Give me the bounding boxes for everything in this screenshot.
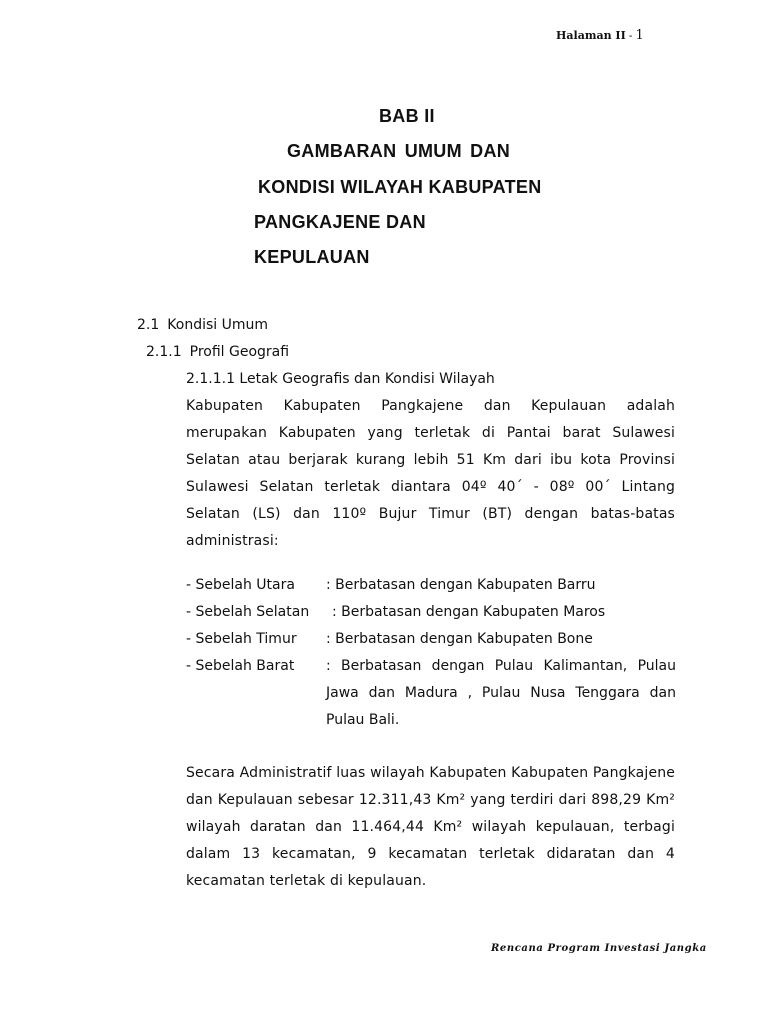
boundaries-list bbox=[186, 572, 676, 734]
page-number-header bbox=[556, 28, 644, 43]
boundary-row-east bbox=[186, 626, 676, 653]
boundary-description: : Berbatasan dengan Pulau Kalimantan, Pulau Jawa dan Madura , Pulau Nusa Tenggara dan Pulau Bali. bbox=[326, 658, 676, 728]
chapter-title: BAB II bbox=[379, 106, 435, 126]
boundary-description: : Berbatasan dengan Kabupaten Bone bbox=[326, 631, 593, 647]
paragraph-administrative-area: Secara Administratif luas wilayah Kabupaten Kabupaten Pangkajene dan Kepulauan sebesar 12.311,43 Km² yang terdiri dari 898,29 Km² wilayah daratan dan 11.464,44 Km² wilayah kepulauan, terbagi dalam 13 kecamatan, 9 kecamatan terletak didaratan dan 4 kecamatan terletak di kepulauan. bbox=[186, 765, 675, 889]
chapter-subtitle-line-3: PANGKAJENE DAN bbox=[254, 212, 426, 232]
subsection-title: Profil Geografi bbox=[189, 344, 290, 360]
boundary-description: : Berbatasan dengan Kabupaten Maros bbox=[332, 604, 606, 620]
subsection-number: 2.1.1 bbox=[146, 344, 182, 360]
boundary-row-north bbox=[186, 572, 676, 599]
boundary-direction: - Sebelah Utara bbox=[186, 577, 295, 593]
boundary-row-west bbox=[186, 653, 676, 734]
page-label: Halaman II bbox=[556, 29, 626, 42]
chapter-subtitle-line-4: KEPULAUAN bbox=[254, 247, 370, 267]
chapter-subtitle-line-2: KONDISI WILAYAH KABUPATEN bbox=[258, 177, 542, 197]
boundary-description: : Berbatasan dengan Kabupaten Barru bbox=[326, 577, 596, 593]
boundary-direction: - Sebelah Selatan bbox=[186, 604, 310, 620]
section-heading-2-1 bbox=[137, 317, 268, 333]
page-footer: Rencana Program Investasi Jangka bbox=[491, 943, 707, 954]
boundary-direction: - Sebelah Timur bbox=[186, 631, 297, 647]
boundary-row-south bbox=[186, 599, 676, 626]
page-separator: - bbox=[628, 29, 633, 42]
section-heading-2-1-1 bbox=[146, 344, 289, 360]
page-number: 1 bbox=[635, 28, 644, 43]
section-title: Kondisi Umum bbox=[167, 317, 268, 333]
paragraph-location: Kabupaten Kabupaten Pangkajene dan Kepulauan adalah merupakan Kabupaten yang terletak di Pantai barat Sulawesi Selatan atau berjarak kurang lebih 51 Km dari ibu kota Provinsi Sulawesi Selatan terletak diantara 04º 40´ - 08º 00´ Lintang Selatan (LS) dan 110º Bujur Timur (BT) dengan batas-batas administrasi: bbox=[186, 398, 675, 549]
chapter-subtitle-line-1: GAMBARAN UMUM DAN bbox=[287, 141, 511, 161]
section-number: 2.1 bbox=[137, 317, 160, 333]
section-heading-2-1-1-1: 2.1.1.1 Letak Geografis dan Kondisi Wilayah bbox=[186, 371, 495, 387]
boundary-direction: - Sebelah Barat bbox=[186, 658, 295, 674]
